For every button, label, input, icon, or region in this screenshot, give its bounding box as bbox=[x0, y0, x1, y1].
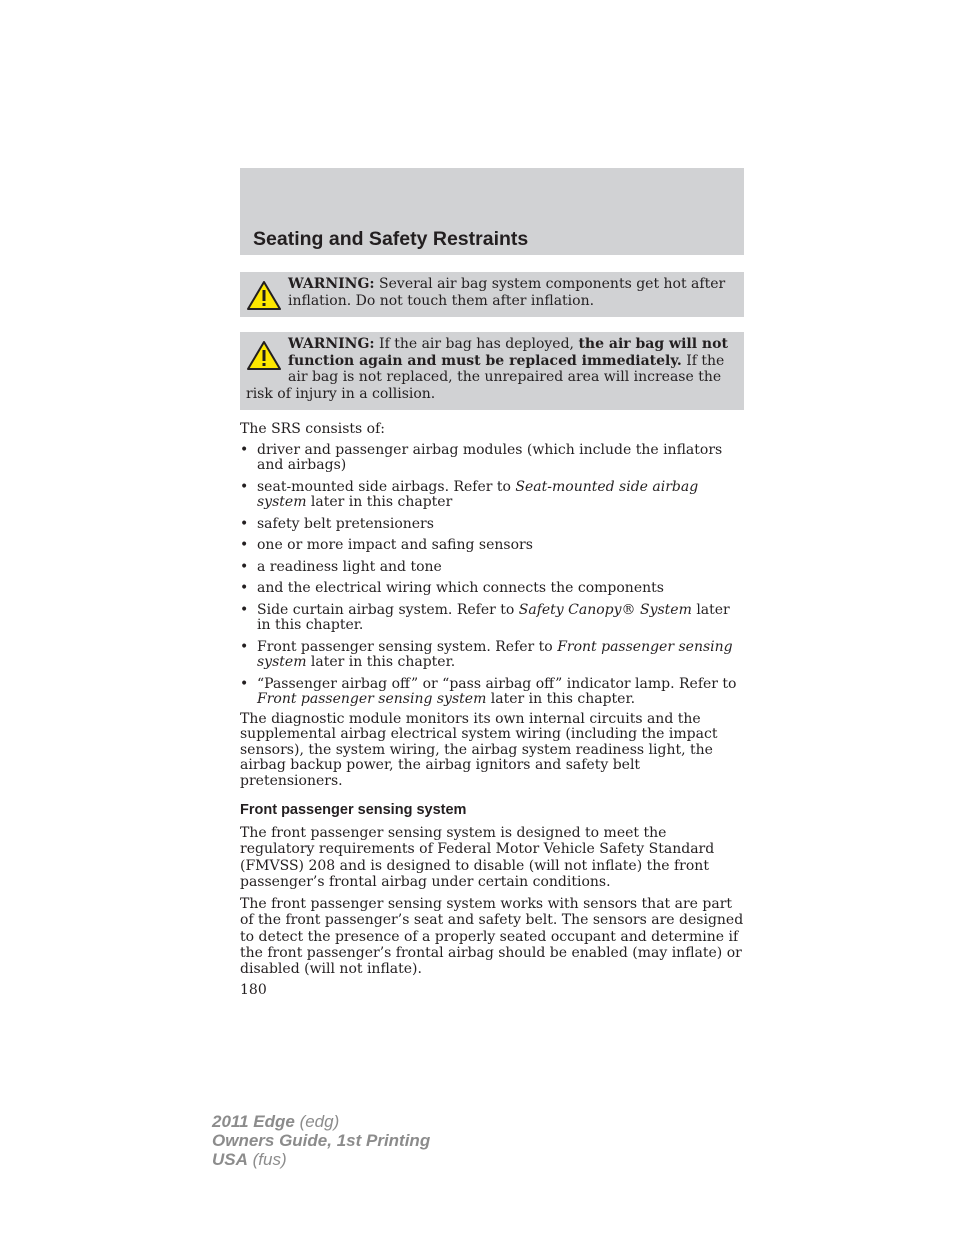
document-footer bbox=[212, 1112, 430, 1169]
footer-line-model bbox=[212, 1112, 430, 1131]
list-item-text: driver and passenger airbag modules (which include the inflators and airbags) bbox=[257, 441, 723, 473]
footer-market-code: (fus) bbox=[247, 1150, 287, 1169]
list-item-text: a readiness light and tone bbox=[257, 558, 442, 575]
warning-body-a: If the air bag has deployed, bbox=[374, 336, 579, 352]
cross-reference: Seat-mounted side airbag system bbox=[257, 478, 699, 510]
footer-market: USA bbox=[212, 1150, 248, 1169]
list-item-text: Front passenger sensing system. Refer to bbox=[257, 638, 558, 655]
warning-body-b: If the air bag is not replaced, the unrepaired area will increase the risk of injury in a collision. bbox=[246, 352, 725, 402]
list-item-text: later in this chapter bbox=[306, 494, 453, 510]
list-item bbox=[240, 517, 744, 533]
warning-triangle-icon bbox=[246, 280, 282, 312]
footer-model-code: (edg) bbox=[294, 1112, 340, 1131]
list-item-text: later in this chapter. bbox=[257, 601, 730, 633]
list-item-text: later in this chapter. bbox=[486, 691, 636, 707]
list-item-text: later in this chapter. bbox=[306, 654, 456, 670]
footer-guide: Owners Guide, 1st Printing bbox=[212, 1131, 431, 1150]
warning-box-hot-components bbox=[240, 272, 744, 317]
srs-intro: The SRS consists of: bbox=[240, 421, 385, 437]
footer-model: 2011 Edge bbox=[212, 1112, 295, 1131]
list-item bbox=[240, 480, 744, 511]
warning-box-deployed-airbag bbox=[240, 332, 744, 410]
list-item bbox=[240, 603, 744, 634]
warning-label: WARNING: bbox=[288, 276, 375, 292]
fpss-paragraph-2: The front passenger sensing system works with sensors that are part of the front passenger’s seat and safety belt. The sensors are designed to detect the presence of a properly seated occupant and determine if the front passenger’s frontal airbag should be enabled (may inflate) or disabled (will not inflate). bbox=[240, 896, 744, 978]
footer-line-guide bbox=[212, 1131, 430, 1150]
warning-triangle-icon bbox=[246, 340, 282, 372]
warning-body: Several air bag system components get hot after inflation. Do not touch them after inflation. bbox=[288, 276, 726, 309]
list-item bbox=[240, 538, 744, 554]
footer-line-market bbox=[212, 1150, 430, 1169]
list-item-text: “Passenger airbag off” or “pass airbag off” indicator lamp. Refer to bbox=[257, 675, 737, 692]
warning-emphasis: the air bag will not function again and must be replaced immediately. bbox=[288, 336, 728, 369]
list-item-text: seat-mounted side airbags. Refer to bbox=[257, 478, 516, 495]
warning-label: WARNING: bbox=[288, 336, 375, 352]
page-number: 180 bbox=[240, 981, 267, 998]
srs-component-list bbox=[240, 443, 744, 708]
list-item bbox=[240, 560, 744, 576]
diagnostic-paragraph: The diagnostic module monitors its own internal circuits and the supplemental airbag electrical system wiring (including the impact sensors), the system wiring, the airbag system readiness light, the airbag backup power, the airbag ignitors and safety belt pretensioners. bbox=[240, 710, 718, 789]
fpss-paragraph-1: The front passenger sensing system is designed to meet the regulatory requirements of Federal Motor Vehicle Safety Standard (FMVSS) 208 and is designed to disable (will not inflate) the front passenger’s frontal airbag under certain conditions. bbox=[240, 825, 715, 890]
list-item bbox=[240, 443, 744, 474]
subsection-heading: Front passenger sensing system bbox=[240, 802, 467, 818]
list-item-text: Side curtain airbag system. Refer to bbox=[257, 601, 519, 618]
warning-text bbox=[246, 276, 734, 309]
section-header bbox=[240, 168, 744, 255]
cross-reference: Front passenger sensing system bbox=[257, 691, 487, 707]
list-item bbox=[240, 640, 744, 671]
main-content bbox=[240, 422, 744, 998]
list-item-text: safety belt pretensioners bbox=[257, 515, 434, 532]
warning-text bbox=[246, 336, 734, 402]
list-item-text: and the electrical wiring which connects the components bbox=[257, 580, 664, 596]
cross-reference: Front passenger sensing system bbox=[257, 638, 733, 670]
cross-reference: Safety Canopy® System bbox=[518, 601, 692, 618]
section-title: Seating and Safety Restraints bbox=[253, 228, 529, 250]
list-item bbox=[240, 581, 744, 597]
list-item-text: one or more impact and safing sensors bbox=[257, 537, 533, 553]
list-item bbox=[240, 677, 744, 708]
